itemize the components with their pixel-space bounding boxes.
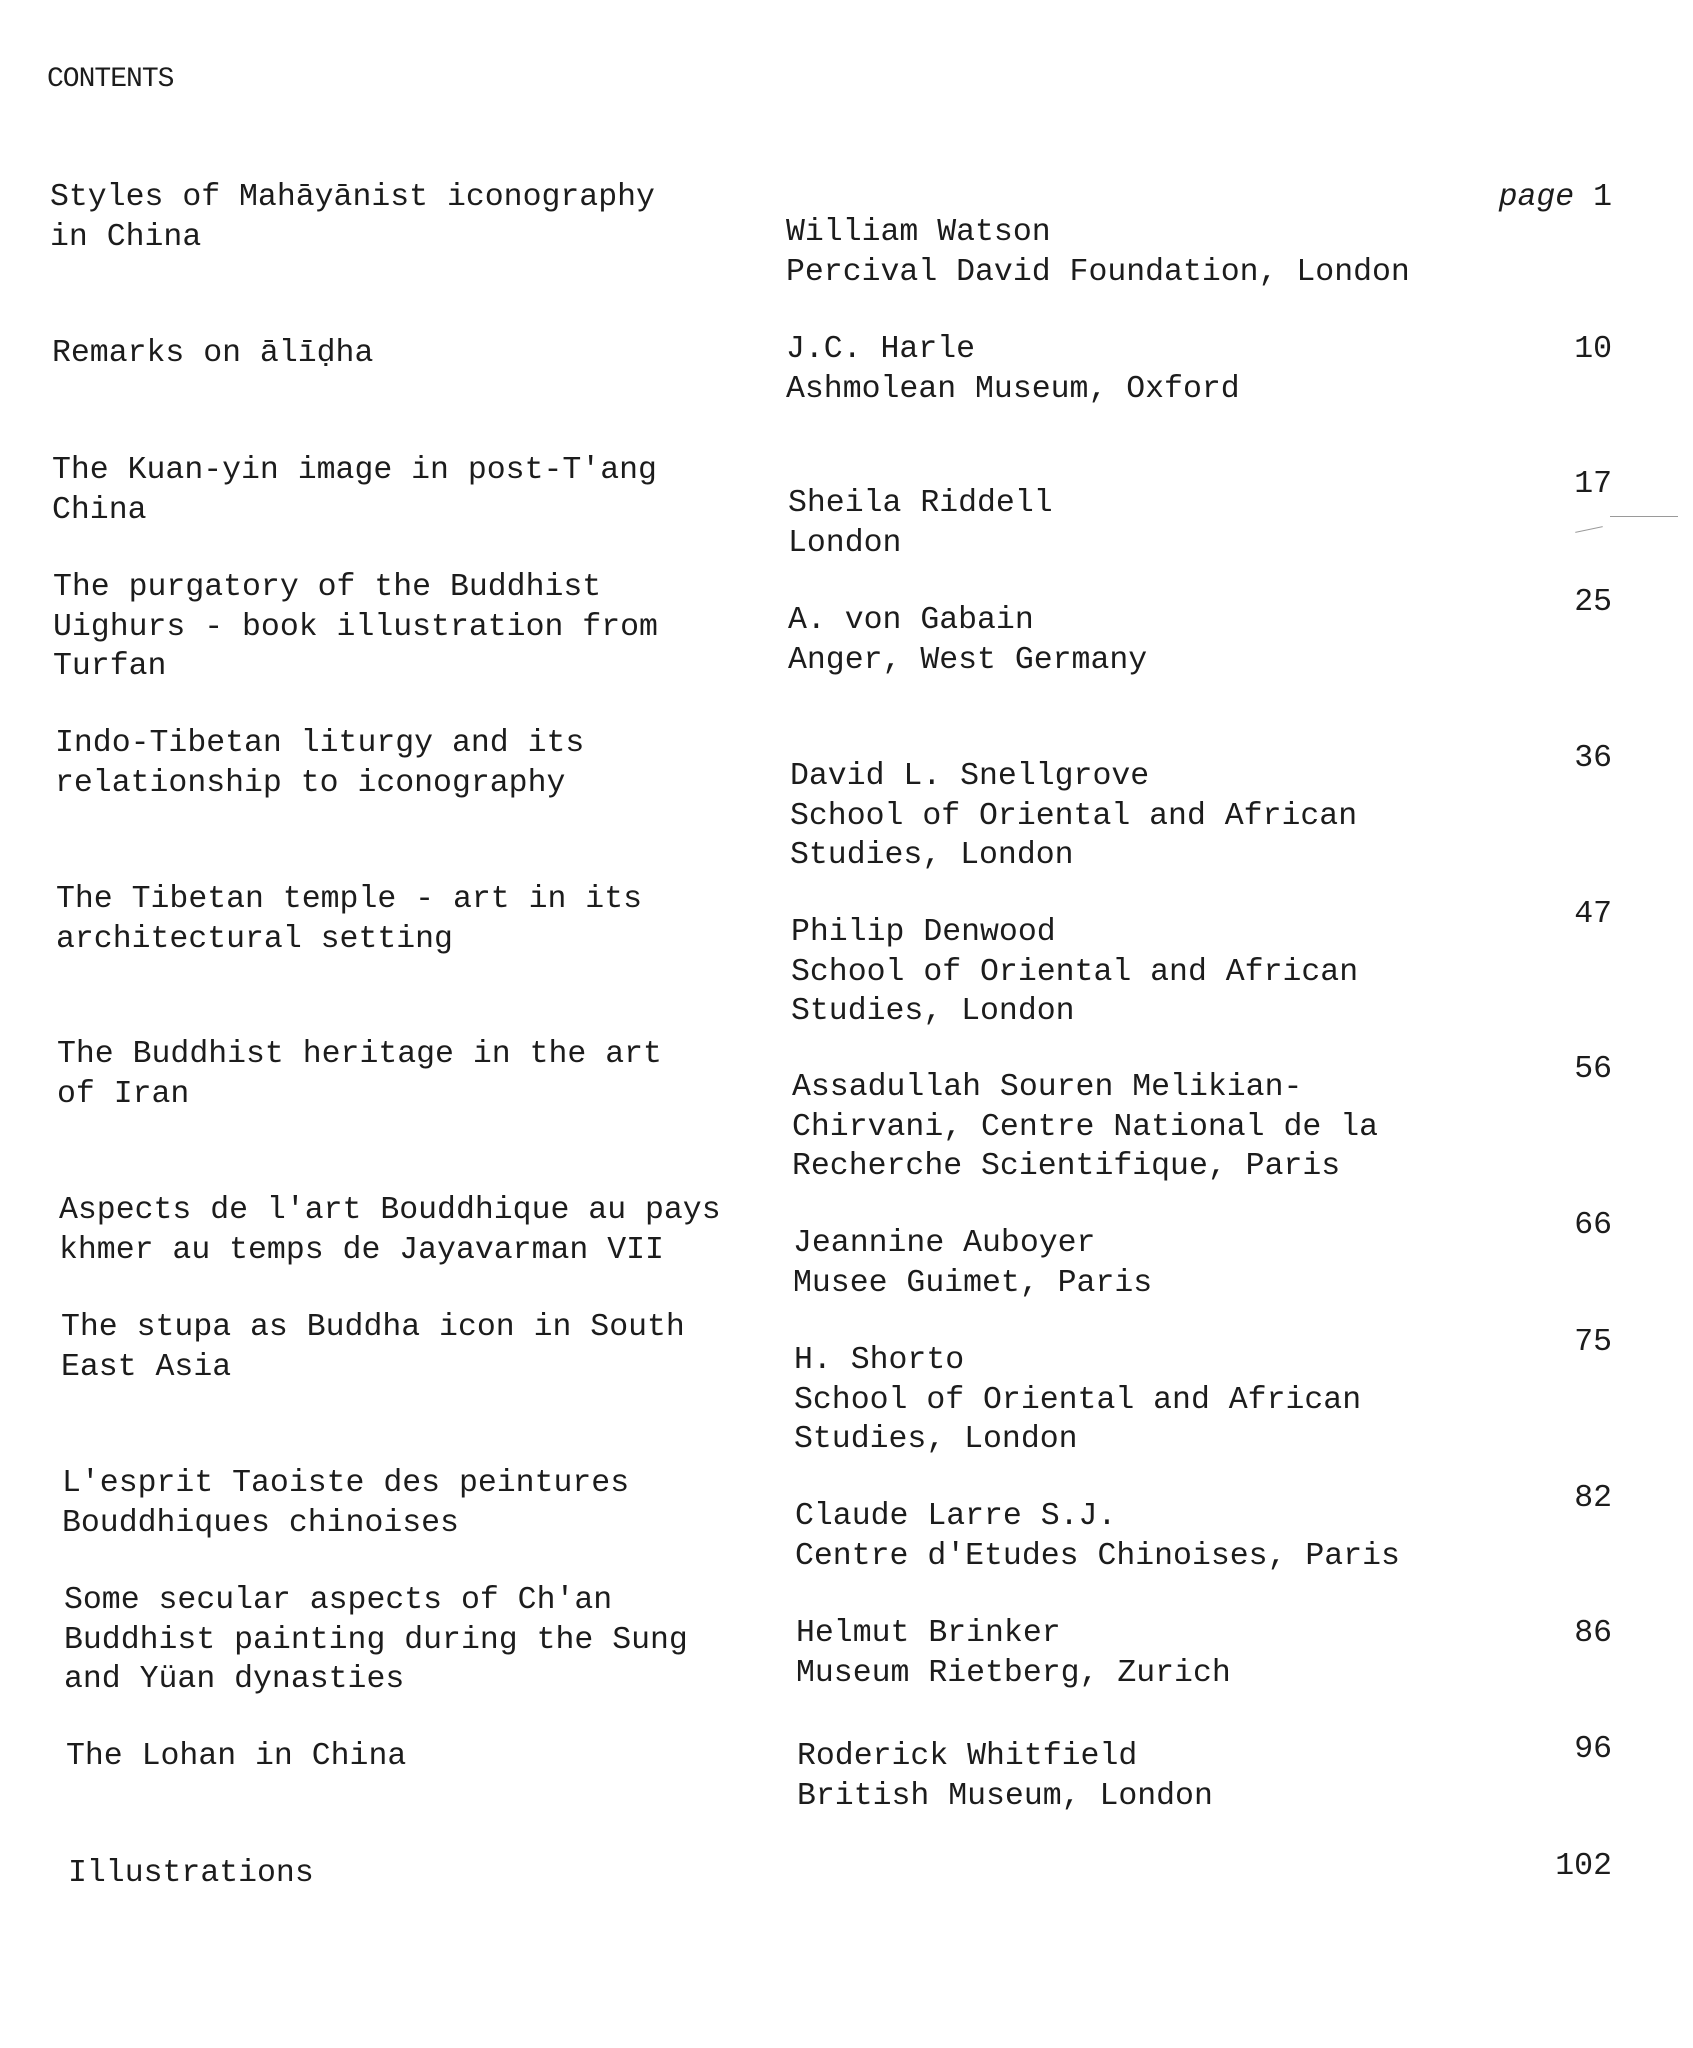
page-number-value: 66 — [1574, 1208, 1612, 1243]
entry-title — [66, 1737, 776, 1777]
entry-page-number — [1574, 1050, 1612, 1090]
entry-author-line: Anger, West Germany — [788, 642, 1148, 678]
page-label: page — [1498, 180, 1575, 215]
entry-author-line: A. von Gabain — [788, 603, 1034, 638]
entry-author — [786, 213, 1446, 292]
entry-author-line: Sheila Riddell — [788, 486, 1053, 521]
entry-title-line: Some secular aspects of Ch'an — [64, 1583, 613, 1618]
entry-title-line: The Buddhist heritage in the art — [57, 1037, 662, 1072]
entry-page-number — [1574, 465, 1612, 505]
entry-title-line: The stupa as Buddha icon in South — [61, 1310, 685, 1345]
entry-title — [59, 1191, 769, 1270]
entry-author-line: Studies, London — [790, 838, 1074, 873]
entry-author — [797, 1737, 1457, 1816]
entry-author-line: Philip Denwood — [791, 915, 1056, 950]
contents-heading: CONTENTS — [47, 64, 174, 95]
entry-page-number — [1574, 739, 1612, 779]
entry-title-line: L'esprit Taoiste des peintures — [62, 1466, 630, 1501]
entry-author-line: Helmut Brinker — [796, 1616, 1061, 1651]
entry-author-line: Centre d'Etudes Chinoises, Paris — [795, 1538, 1400, 1574]
entry-page-number — [1499, 178, 1612, 218]
page-number-value: 102 — [1555, 1849, 1612, 1884]
entry-title — [61, 1308, 771, 1387]
entry-page-number — [1574, 1323, 1612, 1363]
entry-title — [62, 1464, 772, 1543]
entry-author-line: Recherche Scientifique, Paris — [792, 1149, 1341, 1184]
entry-page-number — [1574, 1206, 1612, 1246]
entry-author-line: School of Oriental and African — [791, 954, 1359, 990]
page-number-value: 47 — [1574, 897, 1612, 932]
page-number-value: 56 — [1574, 1052, 1612, 1087]
page-number-value: 25 — [1574, 585, 1612, 620]
entry-title — [50, 178, 760, 257]
entry-title-line: in China — [50, 219, 202, 255]
entry-title-line: The purgatory of the Buddhist — [53, 570, 602, 605]
entry-title-line: Remarks on ālīḍha — [52, 336, 374, 371]
scan-mark — [1610, 516, 1678, 517]
entry-title-line: Styles of Mahāyānist iconography — [50, 180, 655, 215]
entry-author — [791, 913, 1451, 1032]
entry-author-line: Percival David Foundation, London — [786, 254, 1410, 290]
entry-author-line: H. Shorto — [794, 1343, 965, 1378]
entry-title-line: khmer au temps de Jayavarman VII — [59, 1232, 664, 1268]
entry-author-line: J.C. Harle — [786, 332, 976, 367]
entry-title-line: China — [52, 492, 147, 528]
entry-author-line: British Museum, London — [797, 1778, 1213, 1814]
entry-author-line: Museum Rietberg, Zurich — [796, 1655, 1231, 1691]
page-number-value: 1 — [1593, 180, 1612, 215]
entry-author-line: London — [788, 525, 902, 561]
entry-author — [792, 1068, 1452, 1187]
entry-page-number — [1574, 1730, 1612, 1770]
entry-title — [57, 1035, 767, 1114]
page-number-value: 82 — [1574, 1481, 1612, 1516]
entry-author-line: School of Oriental and African — [790, 798, 1358, 834]
entry-title-line: Uighurs - book illustration from — [53, 609, 658, 645]
entry-title-line: Buddhist painting during the Sung — [64, 1622, 688, 1658]
entry-author — [794, 1341, 1454, 1460]
entry-title — [52, 334, 762, 374]
entry-page-number — [1574, 895, 1612, 935]
entry-author-line: Claude Larre S.J. — [795, 1499, 1117, 1534]
entry-author — [796, 1614, 1456, 1693]
entry-author-line: Ashmolean Museum, Oxford — [786, 371, 1240, 407]
page-number-value: 86 — [1574, 1616, 1612, 1651]
entry-author-line: William Watson — [786, 215, 1051, 250]
page-number-value: 36 — [1574, 741, 1612, 776]
entry-page-number — [1574, 1479, 1612, 1519]
entry-author-line: Musee Guimet, Paris — [793, 1265, 1153, 1301]
entry-author-line: School of Oriental and African — [794, 1382, 1362, 1418]
entry-author — [786, 330, 1446, 409]
entry-author-line: Studies, London — [791, 994, 1075, 1029]
entry-page-number — [1555, 1847, 1612, 1887]
entry-author-line: Studies, London — [794, 1422, 1078, 1457]
page-number-value: 96 — [1574, 1732, 1612, 1767]
entry-title-line: Indo-Tibetan liturgy and its — [55, 726, 585, 761]
entry-page-number — [1574, 1614, 1612, 1654]
entry-author-line: David L. Snellgrove — [790, 759, 1150, 794]
entry-title-line: of Iran — [57, 1076, 190, 1112]
entry-title-line: Bouddhiques chinoises — [62, 1505, 459, 1541]
entry-title-line: The Kuan-yin image in post-T'ang — [52, 453, 657, 488]
entry-title-line: and Yüan dynasties — [64, 1662, 405, 1697]
entry-author-line: Chirvani, Centre National de la — [792, 1109, 1378, 1145]
entry-title-line: Aspects de l'art Bouddhique au pays — [59, 1193, 721, 1228]
page-number-value: 75 — [1574, 1325, 1612, 1360]
entry-title — [52, 451, 762, 530]
entry-title-line: East Asia — [61, 1349, 232, 1385]
entry-author — [795, 1497, 1455, 1576]
entry-page-number — [1574, 583, 1612, 623]
entry-title — [68, 1854, 778, 1894]
entry-title-line: Illustrations — [68, 1856, 314, 1891]
page-number-value: 17 — [1574, 467, 1612, 502]
entry-title-line: architectural setting — [56, 921, 453, 957]
entry-title — [55, 724, 765, 803]
entry-title — [64, 1581, 774, 1700]
entry-title-line: The Tibetan temple - art in its — [56, 882, 642, 917]
page-number-value: 10 — [1574, 332, 1612, 367]
entry-author-line: Jeannine Auboyer — [793, 1226, 1096, 1261]
entry-title-line: Turfan — [53, 649, 167, 684]
entry-title — [53, 568, 763, 687]
entry-author — [788, 601, 1448, 680]
entry-title-line: relationship to iconography — [55, 765, 566, 801]
scan-mark — [1575, 526, 1603, 533]
entry-author — [788, 484, 1448, 563]
entry-author — [793, 1224, 1453, 1303]
entry-author-line: Roderick Whitfield — [797, 1739, 1138, 1774]
entry-author — [790, 757, 1450, 876]
entry-title — [56, 880, 766, 959]
entry-page-number — [1574, 330, 1612, 370]
entry-author-line: Assadullah Souren Melikian- — [792, 1070, 1303, 1105]
entry-title-line: The Lohan in China — [66, 1739, 407, 1774]
